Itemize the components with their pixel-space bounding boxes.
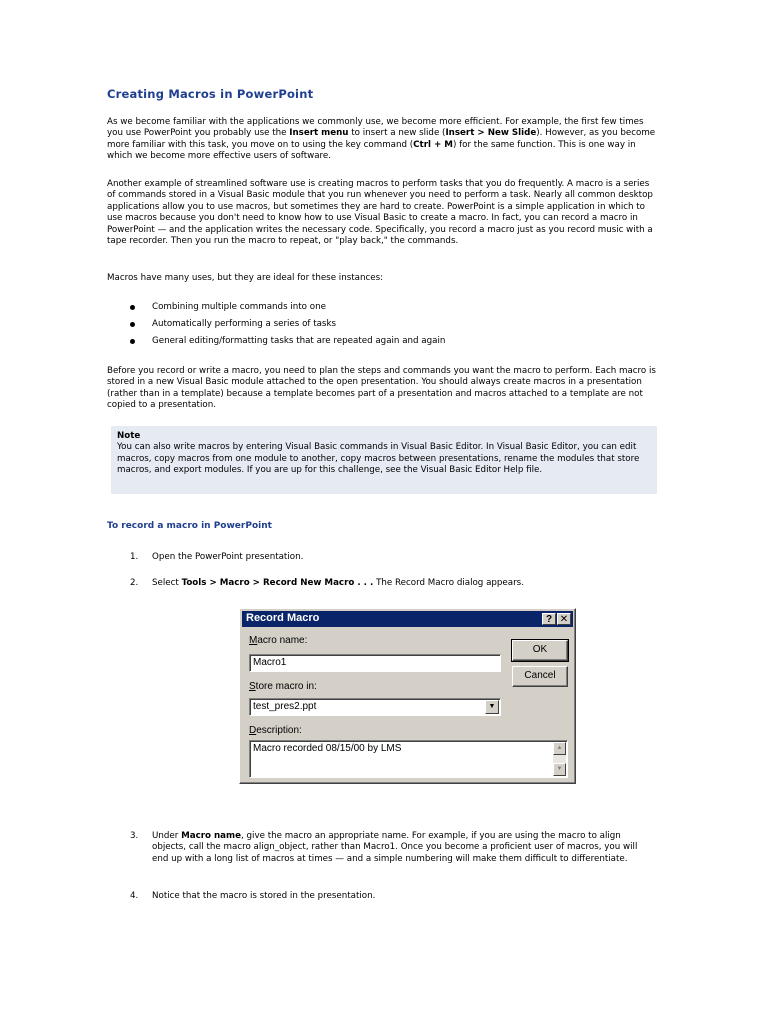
selected-value: test_pres2.ppt	[253, 701, 317, 712]
planning-paragraph: Before you record or write a macro, you need to plan the steps and commands you want the macro to perform. Each macro is stored in a new Visual Basic module attached to the open presentation. You should always create macros in a presentation (rather than in a template) because a template becomes part of a presentation and macros attached to a template are not copied to a presentation.	[107, 366, 656, 411]
store-macro-select[interactable]	[249, 698, 501, 716]
dialog-titlebar	[242, 611, 573, 627]
text-run: Select	[152, 578, 182, 588]
step-text: Notice that the macro is stored in the presentation.	[152, 891, 376, 901]
cancel-button[interactable]: Cancel	[512, 666, 568, 687]
description-text: Macro recorded 08/15/00 by LMS	[253, 743, 402, 754]
macro-definition-paragraph: Another example of streamlined software use is creating macros to perform tasks that you do frequently. A macro is a series of commands stored in a Visual Basic module that you run whenever you need to perform a task. Nearly all common desktop applications allow you to use macros, but sometimes they are hard to create. PowerPoint is a simple application in which to use macros because you don't need to know how to use Visual Basic to create a macro. In fact, you can record a macro in PowerPoint — and the application writes the necessary code. Specifically, you record a macro just as you record music with a tape recorder. Then you run the macro to repeat, or "play back," the commands.	[107, 179, 653, 247]
text-run: to insert a new slide (	[348, 128, 446, 139]
access-key: S	[249, 681, 256, 692]
scrollbar[interactable]	[553, 742, 566, 776]
description-label	[249, 725, 302, 736]
label-text: acro name:	[257, 635, 308, 646]
label-text: tore macro in:	[255, 681, 317, 692]
step-text: Open the PowerPoint presentation.	[152, 552, 304, 562]
close-icon[interactable]: ✕	[557, 613, 571, 625]
text-run: , give the macro an appropriate name. For example, if you are using the macro to align objects, call the macro align_object, rather than Macro1. Once you become a proficient user of macros, you will end up with a long list of macros at times — and a simple numbering will make them difficult to differentiate.	[152, 831, 638, 864]
help-icon[interactable]: ?	[542, 613, 556, 625]
scroll-down-icon[interactable]: ▼	[553, 763, 566, 776]
page-title: Creating Macros in PowerPoint	[107, 87, 314, 101]
note-box	[111, 426, 657, 494]
intro-paragraph	[107, 117, 659, 163]
step-text	[152, 578, 642, 589]
ok-button[interactable]: OK	[512, 640, 568, 661]
macro-name-input[interactable]: Macro1	[249, 654, 501, 672]
text-run: Under	[152, 831, 182, 841]
text-run: ). However, as you become more familiar with this task, you move on to using the key command (	[107, 128, 656, 150]
step-text	[152, 831, 642, 865]
macro-name-label	[249, 635, 307, 646]
store-macro-label	[249, 681, 317, 692]
list-item: Automatically performing a series of tasks	[107, 319, 445, 336]
scroll-up-icon[interactable]: ▲	[553, 742, 566, 755]
macros-uses-paragraph: Macros have many uses, but they are ideal for these instances:	[107, 273, 384, 283]
step-number: 4.	[130, 891, 139, 901]
step-number: 1.	[130, 552, 139, 562]
section-heading: To record a macro in PowerPoint	[107, 521, 272, 531]
bold-text: Macro name	[181, 831, 241, 841]
access-key: D	[249, 725, 257, 736]
label-text: escription:	[256, 725, 302, 736]
bold-text: Ctrl + M	[413, 139, 453, 150]
text-run: As we become familiar with the applications we commonly use, we become more efficient. For example, the first few times you use PowerPoint you probably use the	[107, 117, 644, 139]
step-number: 3.	[130, 831, 139, 841]
note-title: Note	[117, 431, 141, 441]
list-item: Combining multiple commands into one	[107, 302, 445, 319]
bold-text: Insert > New Slide	[445, 128, 537, 139]
bullet-list	[107, 302, 445, 353]
list-item: General editing/formatting tasks that are repeated again and again	[107, 336, 445, 353]
bold-text: Insert menu	[289, 128, 349, 139]
dialog-title: Record Macro	[246, 612, 320, 624]
text-run: The Record Macro dialog appears.	[373, 578, 524, 588]
chevron-down-icon[interactable]: ▼	[485, 700, 499, 714]
access-key: M	[249, 635, 258, 646]
description-textarea[interactable]	[249, 740, 568, 778]
step-number: 2.	[130, 578, 139, 588]
bold-text: Tools > Macro > Record New Macro . . .	[181, 578, 374, 588]
text-run: ) for the same function. This is one way in which we become more effective users of software.	[107, 139, 636, 162]
note-text: You can also write macros by entering Visual Basic commands in Visual Basic Editor. In Visual Basic Editor, you can edit macros, copy macros from one module to another, copy macros between presentations, rename the modules that store macros, and export modules. If you are up for this challenge, see the Visual Basic Editor Help file.	[117, 442, 640, 476]
record-macro-dialog	[239, 608, 576, 784]
